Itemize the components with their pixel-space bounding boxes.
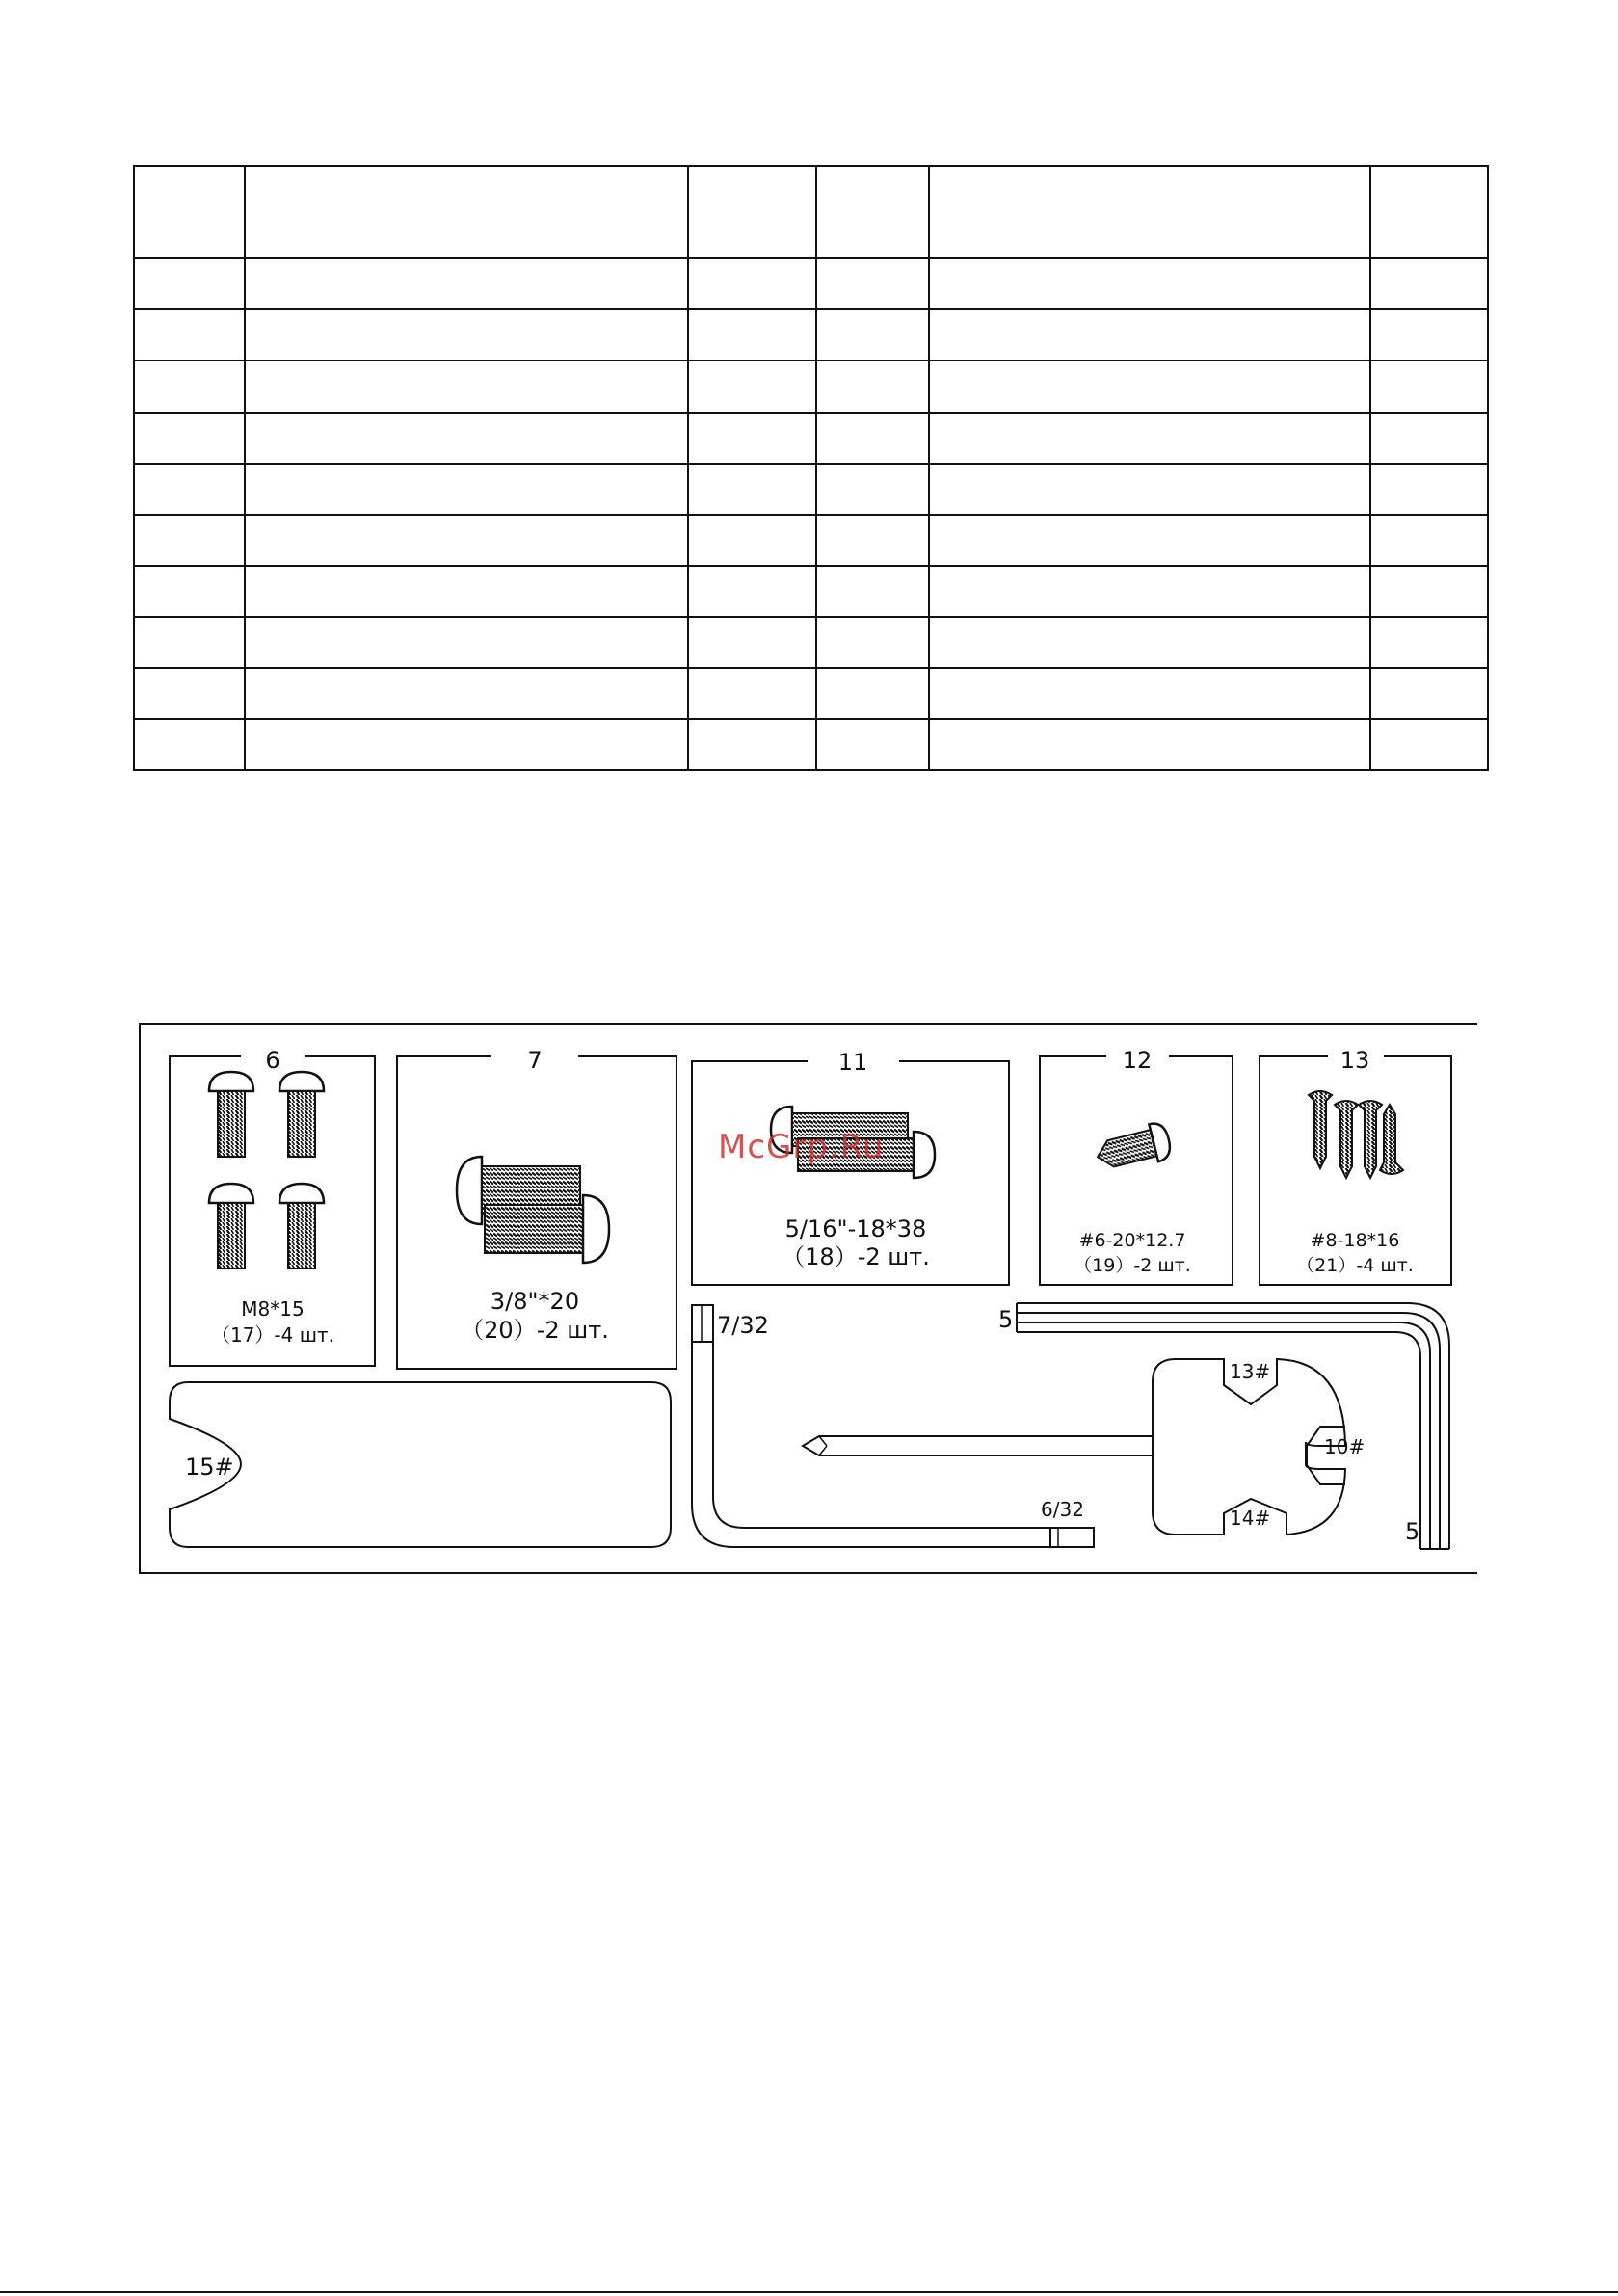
watermark: McGrp.Ru (718, 1128, 885, 1166)
box-7-qty: （20）-2 шт. (461, 1317, 609, 1344)
screw-8-18-icon (1309, 1091, 1403, 1178)
bolt-3-8-icon (457, 1157, 609, 1263)
hardware-box-7 (397, 1047, 676, 1369)
box-12-number: 12 (1122, 1047, 1153, 1074)
box-12-qty: （19）-2 шт. (1074, 1255, 1191, 1276)
box-7-number: 7 (527, 1047, 543, 1074)
box-13-size: #8-18*16 (1310, 1230, 1400, 1251)
hex-key-bottom-label: 6/32 (1041, 1498, 1084, 1521)
screw-6-20-icon (1093, 1120, 1173, 1175)
box-7-size: 3/8"*20 (490, 1288, 580, 1315)
wrench-15-label: 15# (185, 1454, 234, 1481)
hardware-box-6 (170, 1047, 375, 1366)
box-6-qty: （17）-4 шт. (210, 1323, 335, 1347)
wrench-15-icon (170, 1382, 671, 1547)
multi-tool-label-top: 13# (1230, 1360, 1271, 1383)
box-6-number: 6 (265, 1047, 280, 1074)
box-11-size: 5/16"-18*38 (784, 1215, 927, 1242)
multi-tool-label-right: 10# (1324, 1435, 1366, 1458)
hex-key-top-label: 7/32 (717, 1312, 769, 1339)
box-6-size: M8*15 (241, 1297, 305, 1321)
hardware-box-11 (692, 1049, 1009, 1285)
hex-key-l-icon (692, 1305, 1094, 1547)
box-11-qty: （18）-2 шт. (782, 1243, 930, 1270)
hex-key-5-bottom-label: 5 (1405, 1518, 1420, 1545)
box-12-size: #6-20*12.7 (1078, 1230, 1186, 1251)
hex-key-5-top-label: 5 (998, 1306, 1014, 1333)
box-11-number: 11 (837, 1049, 868, 1076)
box-13-qty: （21）-4 шт. (1296, 1255, 1414, 1276)
box-13-number: 13 (1339, 1047, 1370, 1074)
hardware-box-13 (1260, 1047, 1451, 1285)
hardware-box-12 (1040, 1047, 1233, 1285)
multi-tool-label-bottom: 14# (1230, 1507, 1271, 1530)
bolt-m8-icon (209, 1072, 324, 1268)
